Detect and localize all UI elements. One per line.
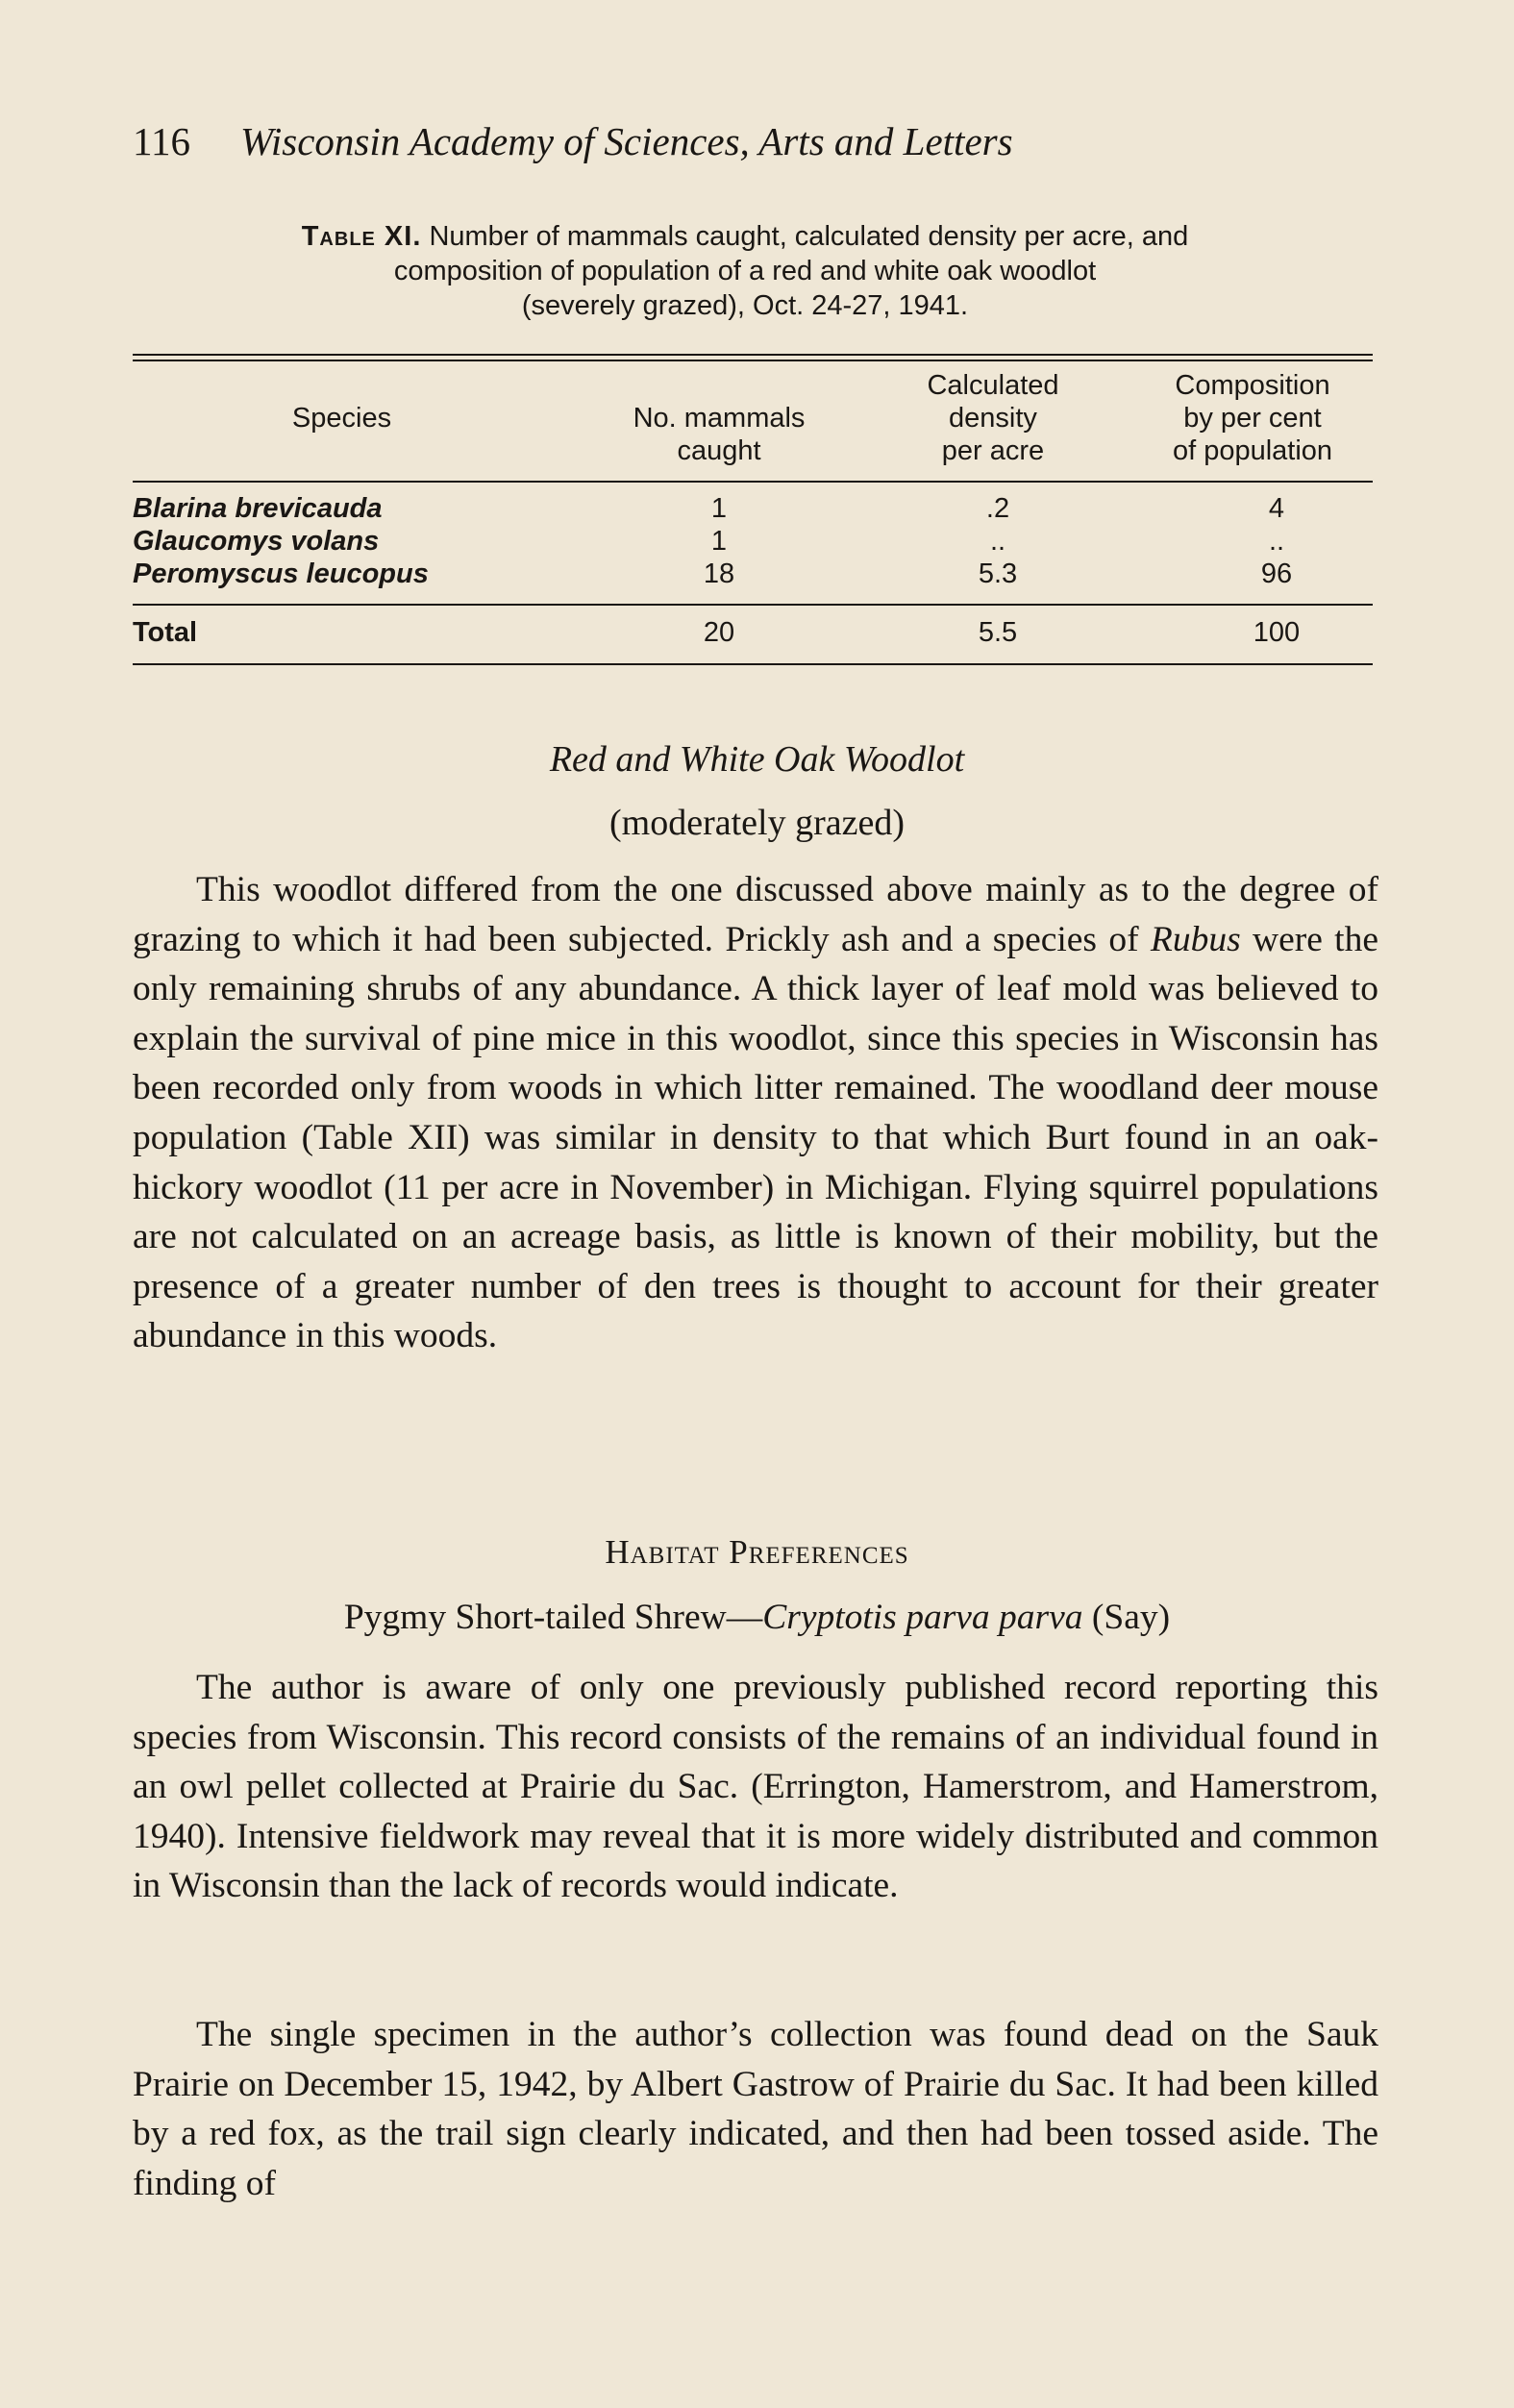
table-row xyxy=(133,558,1373,590)
paragraph-woodlot: This woodlot differed from the one discussed above mainly as to the degree of grazing to which it had been subjected. Prickly ash and a species of Rubus were the only remaining shrubs of any abundance. A thick layer of leaf mold was believed to explain the survival of pine mice in this woodlot, since this species in Wisconsin has been recorded only from woods in which litter remained. The woodland deer mouse population (Table XII) was similar in density to that which Burt found in an oak-hickory woodlot (11 per acre in November) in Michigan. Flying squirrel populations are not calculated on an acreage basis, as little is known of their mobility, but the presence of a greater number of den trees is thought to account for their greater abundance in this woods. xyxy=(133,870,1378,1356)
species-name: Peromyscus leucopus xyxy=(133,559,429,589)
page-number: 116 xyxy=(133,119,190,163)
col-caught: No. mammals caught xyxy=(633,403,806,466)
caught-value: 1 xyxy=(710,526,728,557)
total-label: Total xyxy=(133,617,198,648)
species-heading: Pygmy Short-tailed Shrew—Cryptotis parva parva (Say) xyxy=(343,1598,1171,1637)
composition-value: 96 xyxy=(1260,559,1293,589)
habitat-heading: Habitat Preferences xyxy=(605,1533,909,1571)
running-head xyxy=(133,117,1229,165)
section-subtitle: (moderately grazed) xyxy=(609,803,905,843)
species-name: Blarina brevicauda xyxy=(133,493,383,524)
total-caught: 20 xyxy=(703,617,735,648)
caption-line-2: composition of population of a red and white oak woodlot xyxy=(393,256,1097,286)
col-composition: Composition by per cent of population xyxy=(1172,370,1333,466)
paragraph-specimen: The single specimen in the author’s collection was found dead on the Sauk Prairie on December 15, 1942, by Albert Gastrow of Prairie du Sac. It had been killed by a red fox, as the trail sign clearly indicated, and then had been tossed aside. The finding of xyxy=(133,2015,1378,2203)
col-species: Species xyxy=(291,403,392,434)
table-row xyxy=(133,492,1373,525)
species-name: Glaucomys volans xyxy=(133,526,380,557)
table-row xyxy=(133,525,1373,558)
table-top-rule xyxy=(133,354,1373,356)
paragraph-record: The author is aware of only one previously published record reporting this species from Wisconsin. This record consists of the remains of an individual found in an owl pellet collected at Prairie du Sac. (Errington, Hamerstrom, and Hamerstrom, 1940). Intensive fieldwork may reveal that it is more widely distributed and common in Wisconsin than the lack of records would indicate. xyxy=(133,1668,1378,1906)
journal-title: Wisconsin Academy of Sciences, Arts and Letters xyxy=(239,119,1013,163)
composition-value: .. xyxy=(1268,526,1285,557)
table-header xyxy=(133,369,1373,475)
density-value: .2 xyxy=(985,493,1010,524)
caption-line-3: (severely grazed), Oct. 24-27, 1941. xyxy=(521,290,969,321)
composition-value: 4 xyxy=(1268,493,1285,524)
total-density: 5.5 xyxy=(978,617,1018,648)
total-row xyxy=(133,616,1373,649)
species-latin-name: Cryptotis parva parva xyxy=(762,1598,1083,1637)
table-top-rule-2 xyxy=(133,360,1373,361)
table-header-rule xyxy=(133,481,1373,483)
table-caption xyxy=(144,219,1346,323)
density-value: 5.3 xyxy=(978,559,1018,589)
col-density: Calculated density per acre xyxy=(927,370,1059,466)
caught-value: 18 xyxy=(703,559,735,589)
section-title: Red and White Oak Woodlot xyxy=(549,739,965,780)
table-label: Table XI. xyxy=(301,221,422,252)
table-total-rule xyxy=(133,604,1373,606)
caught-value: 1 xyxy=(710,493,728,524)
caption-line-1: Table XI. Number of mammals caught, calculated density per acre, and xyxy=(301,221,1189,252)
total-composition: 100 xyxy=(1253,617,1301,648)
genus-rubus: Rubus xyxy=(1150,919,1241,959)
table-bottom-rule xyxy=(133,663,1373,665)
density-value: .. xyxy=(989,526,1006,557)
